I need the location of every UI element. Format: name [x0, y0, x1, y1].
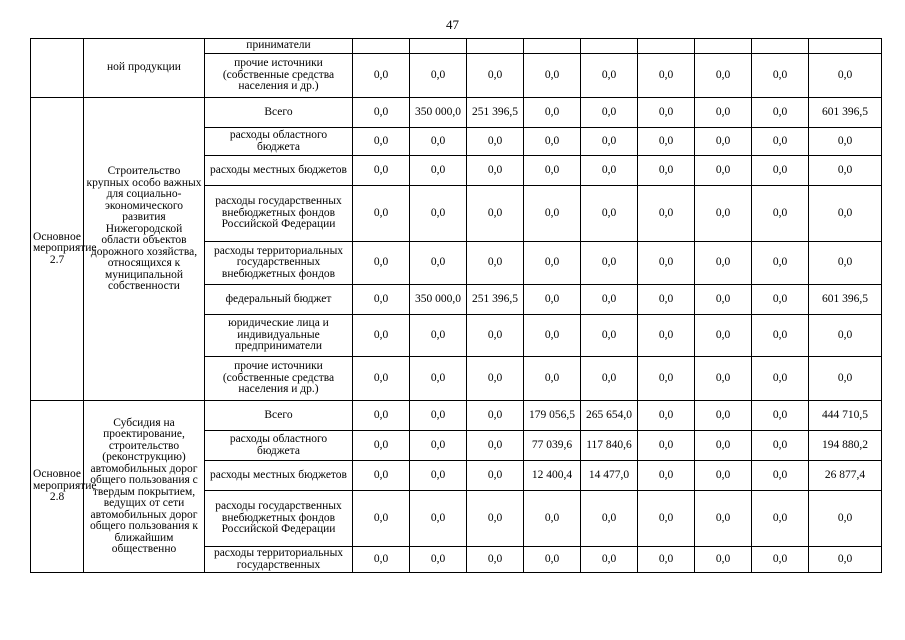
value-cell: 0,0: [638, 98, 695, 128]
value-cell: 444 710,5: [809, 401, 882, 431]
measure-description: Строительство крупных особо важных для социально-экономического развития Нижегородской области объектов дорожного хозяйства, относящихся к муниципальной собственности: [84, 98, 205, 401]
value-cell: 0,0: [410, 242, 467, 285]
value-cell: 0,0: [695, 357, 752, 401]
value-cell: 77 039,6: [524, 431, 581, 461]
value-cell: 0,0: [752, 285, 809, 315]
measure-description: ной продукции: [84, 39, 205, 98]
value-cell: 0,0: [638, 186, 695, 242]
value-cell: 0,0: [524, 242, 581, 285]
value-cell: 0,0: [581, 315, 638, 357]
value-cell: 0,0: [467, 128, 524, 156]
value-cell: 0,0: [581, 357, 638, 401]
value-cell: 0,0: [638, 128, 695, 156]
value-cell: 117 840,6: [581, 431, 638, 461]
value-cell: 0,0: [467, 491, 524, 547]
table-row: [31, 98, 882, 128]
value-cell: 0,0: [353, 54, 410, 98]
value-cell: 0,0: [410, 54, 467, 98]
funding-source: юридические лица и индивидуальные предприниматели: [205, 315, 353, 357]
value-cell: 0,0: [467, 547, 524, 573]
value-cell: 0,0: [353, 431, 410, 461]
value-cell: 0,0: [353, 156, 410, 186]
funding-source: расходы областного бюджета: [205, 431, 353, 461]
value-cell: 350 000,0: [410, 285, 467, 315]
value-cell: [695, 39, 752, 54]
value-cell: [581, 39, 638, 54]
value-cell: 0,0: [410, 491, 467, 547]
value-cell: 0,0: [809, 128, 882, 156]
value-cell: 0,0: [752, 357, 809, 401]
table-row: [31, 401, 882, 431]
value-cell: 0,0: [581, 54, 638, 98]
value-cell: 0,0: [752, 128, 809, 156]
value-cell: [467, 39, 524, 54]
value-cell: 0,0: [410, 128, 467, 156]
value-cell: 0,0: [467, 431, 524, 461]
value-cell: 0,0: [524, 547, 581, 573]
value-cell: 0,0: [695, 401, 752, 431]
funding-source: расходы государственных внебюджетных фондов Российской Федерации: [205, 186, 353, 242]
value-cell: 0,0: [524, 54, 581, 98]
value-cell: 0,0: [638, 315, 695, 357]
value-cell: 0,0: [809, 491, 882, 547]
value-cell: 0,0: [524, 98, 581, 128]
value-cell: 0,0: [752, 547, 809, 573]
value-cell: 0,0: [695, 431, 752, 461]
value-cell: 0,0: [410, 461, 467, 491]
value-cell: 0,0: [638, 491, 695, 547]
funding-source: расходы территориальных государственных внебюджетных фондов: [205, 242, 353, 285]
value-cell: [524, 39, 581, 54]
value-cell: 0,0: [695, 491, 752, 547]
value-cell: 0,0: [695, 315, 752, 357]
value-cell: 0,0: [638, 242, 695, 285]
value-cell: 0,0: [353, 357, 410, 401]
value-cell: 0,0: [638, 285, 695, 315]
funding-source: Всего: [205, 401, 353, 431]
value-cell: 0,0: [467, 357, 524, 401]
value-cell: 0,0: [638, 401, 695, 431]
value-cell: 0,0: [752, 98, 809, 128]
value-cell: 0,0: [353, 98, 410, 128]
value-cell: 0,0: [524, 315, 581, 357]
table-row: [31, 39, 882, 54]
value-cell: 0,0: [581, 156, 638, 186]
value-cell: 0,0: [695, 54, 752, 98]
value-cell: 0,0: [410, 315, 467, 357]
measure-code: Основное мероприятие 2.8: [31, 401, 84, 573]
funding-source: прочие источники (собственные средства населения и др.): [205, 357, 353, 401]
value-cell: 0,0: [695, 128, 752, 156]
value-cell: 601 396,5: [809, 285, 882, 315]
page-number: 47: [446, 17, 459, 32]
value-cell: 0,0: [467, 401, 524, 431]
funding-source: федеральный бюджет: [205, 285, 353, 315]
value-cell: 0,0: [638, 431, 695, 461]
value-cell: 0,0: [809, 156, 882, 186]
value-cell: 0,0: [809, 547, 882, 573]
value-cell: 0,0: [752, 431, 809, 461]
value-cell: 0,0: [410, 431, 467, 461]
value-cell: 601 396,5: [809, 98, 882, 128]
value-cell: 0,0: [638, 156, 695, 186]
value-cell: 0,0: [752, 461, 809, 491]
value-cell: 0,0: [353, 491, 410, 547]
value-cell: 0,0: [524, 128, 581, 156]
budget-table-body: [31, 39, 882, 573]
value-cell: 0,0: [353, 401, 410, 431]
value-cell: 251 396,5: [467, 285, 524, 315]
value-cell: 0,0: [467, 242, 524, 285]
value-cell: 265 654,0: [581, 401, 638, 431]
value-cell: 0,0: [353, 186, 410, 242]
measure-description: Субсидия на проектирование, строительство (реконструкцию) автомобильных дорог общего пользования с твердым покрытием, ведущих от сети автомобильных дорог общего пользования к ближайшим общественно: [84, 401, 205, 573]
value-cell: 0,0: [638, 547, 695, 573]
value-cell: 0,0: [353, 315, 410, 357]
value-cell: 0,0: [353, 242, 410, 285]
value-cell: 350 000,0: [410, 98, 467, 128]
value-cell: 12 400,4: [524, 461, 581, 491]
value-cell: 0,0: [809, 357, 882, 401]
value-cell: 0,0: [752, 156, 809, 186]
value-cell: 0,0: [524, 491, 581, 547]
funding-source: прочие источники (собственные средства населения и др.): [205, 54, 353, 98]
value-cell: 0,0: [752, 491, 809, 547]
measure-code: [31, 39, 84, 98]
value-cell: 0,0: [752, 242, 809, 285]
value-cell: 0,0: [695, 461, 752, 491]
value-cell: 0,0: [695, 242, 752, 285]
funding-source: расходы территориальных государственных: [205, 547, 353, 573]
value-cell: 0,0: [410, 156, 467, 186]
value-cell: 0,0: [524, 285, 581, 315]
value-cell: 0,0: [809, 54, 882, 98]
value-cell: 0,0: [581, 242, 638, 285]
value-cell: 0,0: [695, 98, 752, 128]
value-cell: 0,0: [638, 461, 695, 491]
value-cell: 0,0: [809, 242, 882, 285]
value-cell: 0,0: [467, 186, 524, 242]
value-cell: 0,0: [410, 357, 467, 401]
value-cell: 0,0: [467, 315, 524, 357]
value-cell: 0,0: [581, 128, 638, 156]
measure-code: Основное мероприятие 2.7: [31, 98, 84, 401]
value-cell: 0,0: [353, 128, 410, 156]
funding-source: расходы государственных внебюджетных фондов Российской Федерации: [205, 491, 353, 547]
value-cell: 0,0: [353, 461, 410, 491]
funding-source: Всего: [205, 98, 353, 128]
funding-source: расходы местных бюджетов: [205, 461, 353, 491]
value-cell: 0,0: [752, 186, 809, 242]
value-cell: 0,0: [353, 547, 410, 573]
value-cell: 0,0: [638, 54, 695, 98]
value-cell: 26 877,4: [809, 461, 882, 491]
value-cell: 0,0: [467, 54, 524, 98]
value-cell: 0,0: [581, 98, 638, 128]
value-cell: [638, 39, 695, 54]
value-cell: 0,0: [524, 156, 581, 186]
value-cell: 0,0: [695, 156, 752, 186]
budget-table: [30, 38, 882, 573]
funding-source: расходы областного бюджета: [205, 128, 353, 156]
value-cell: 0,0: [752, 315, 809, 357]
value-cell: 0,0: [695, 285, 752, 315]
value-cell: 0,0: [752, 401, 809, 431]
value-cell: 0,0: [524, 357, 581, 401]
value-cell: 0,0: [410, 401, 467, 431]
value-cell: [752, 39, 809, 54]
value-cell: 0,0: [581, 285, 638, 315]
funding-source: приниматели: [205, 39, 353, 54]
value-cell: 0,0: [638, 357, 695, 401]
value-cell: 0,0: [695, 547, 752, 573]
value-cell: 179 056,5: [524, 401, 581, 431]
value-cell: [353, 39, 410, 54]
value-cell: 0,0: [581, 491, 638, 547]
value-cell: 0,0: [809, 186, 882, 242]
value-cell: 194 880,2: [809, 431, 882, 461]
value-cell: 0,0: [353, 285, 410, 315]
value-cell: 0,0: [467, 156, 524, 186]
value-cell: 14 477,0: [581, 461, 638, 491]
value-cell: 0,0: [752, 54, 809, 98]
funding-source: расходы местных бюджетов: [205, 156, 353, 186]
value-cell: 0,0: [467, 461, 524, 491]
value-cell: [809, 39, 882, 54]
value-cell: 0,0: [809, 315, 882, 357]
value-cell: 0,0: [695, 186, 752, 242]
value-cell: 0,0: [581, 186, 638, 242]
value-cell: 0,0: [410, 186, 467, 242]
value-cell: 0,0: [410, 547, 467, 573]
value-cell: 0,0: [524, 186, 581, 242]
value-cell: [410, 39, 467, 54]
value-cell: 0,0: [581, 547, 638, 573]
value-cell: 251 396,5: [467, 98, 524, 128]
